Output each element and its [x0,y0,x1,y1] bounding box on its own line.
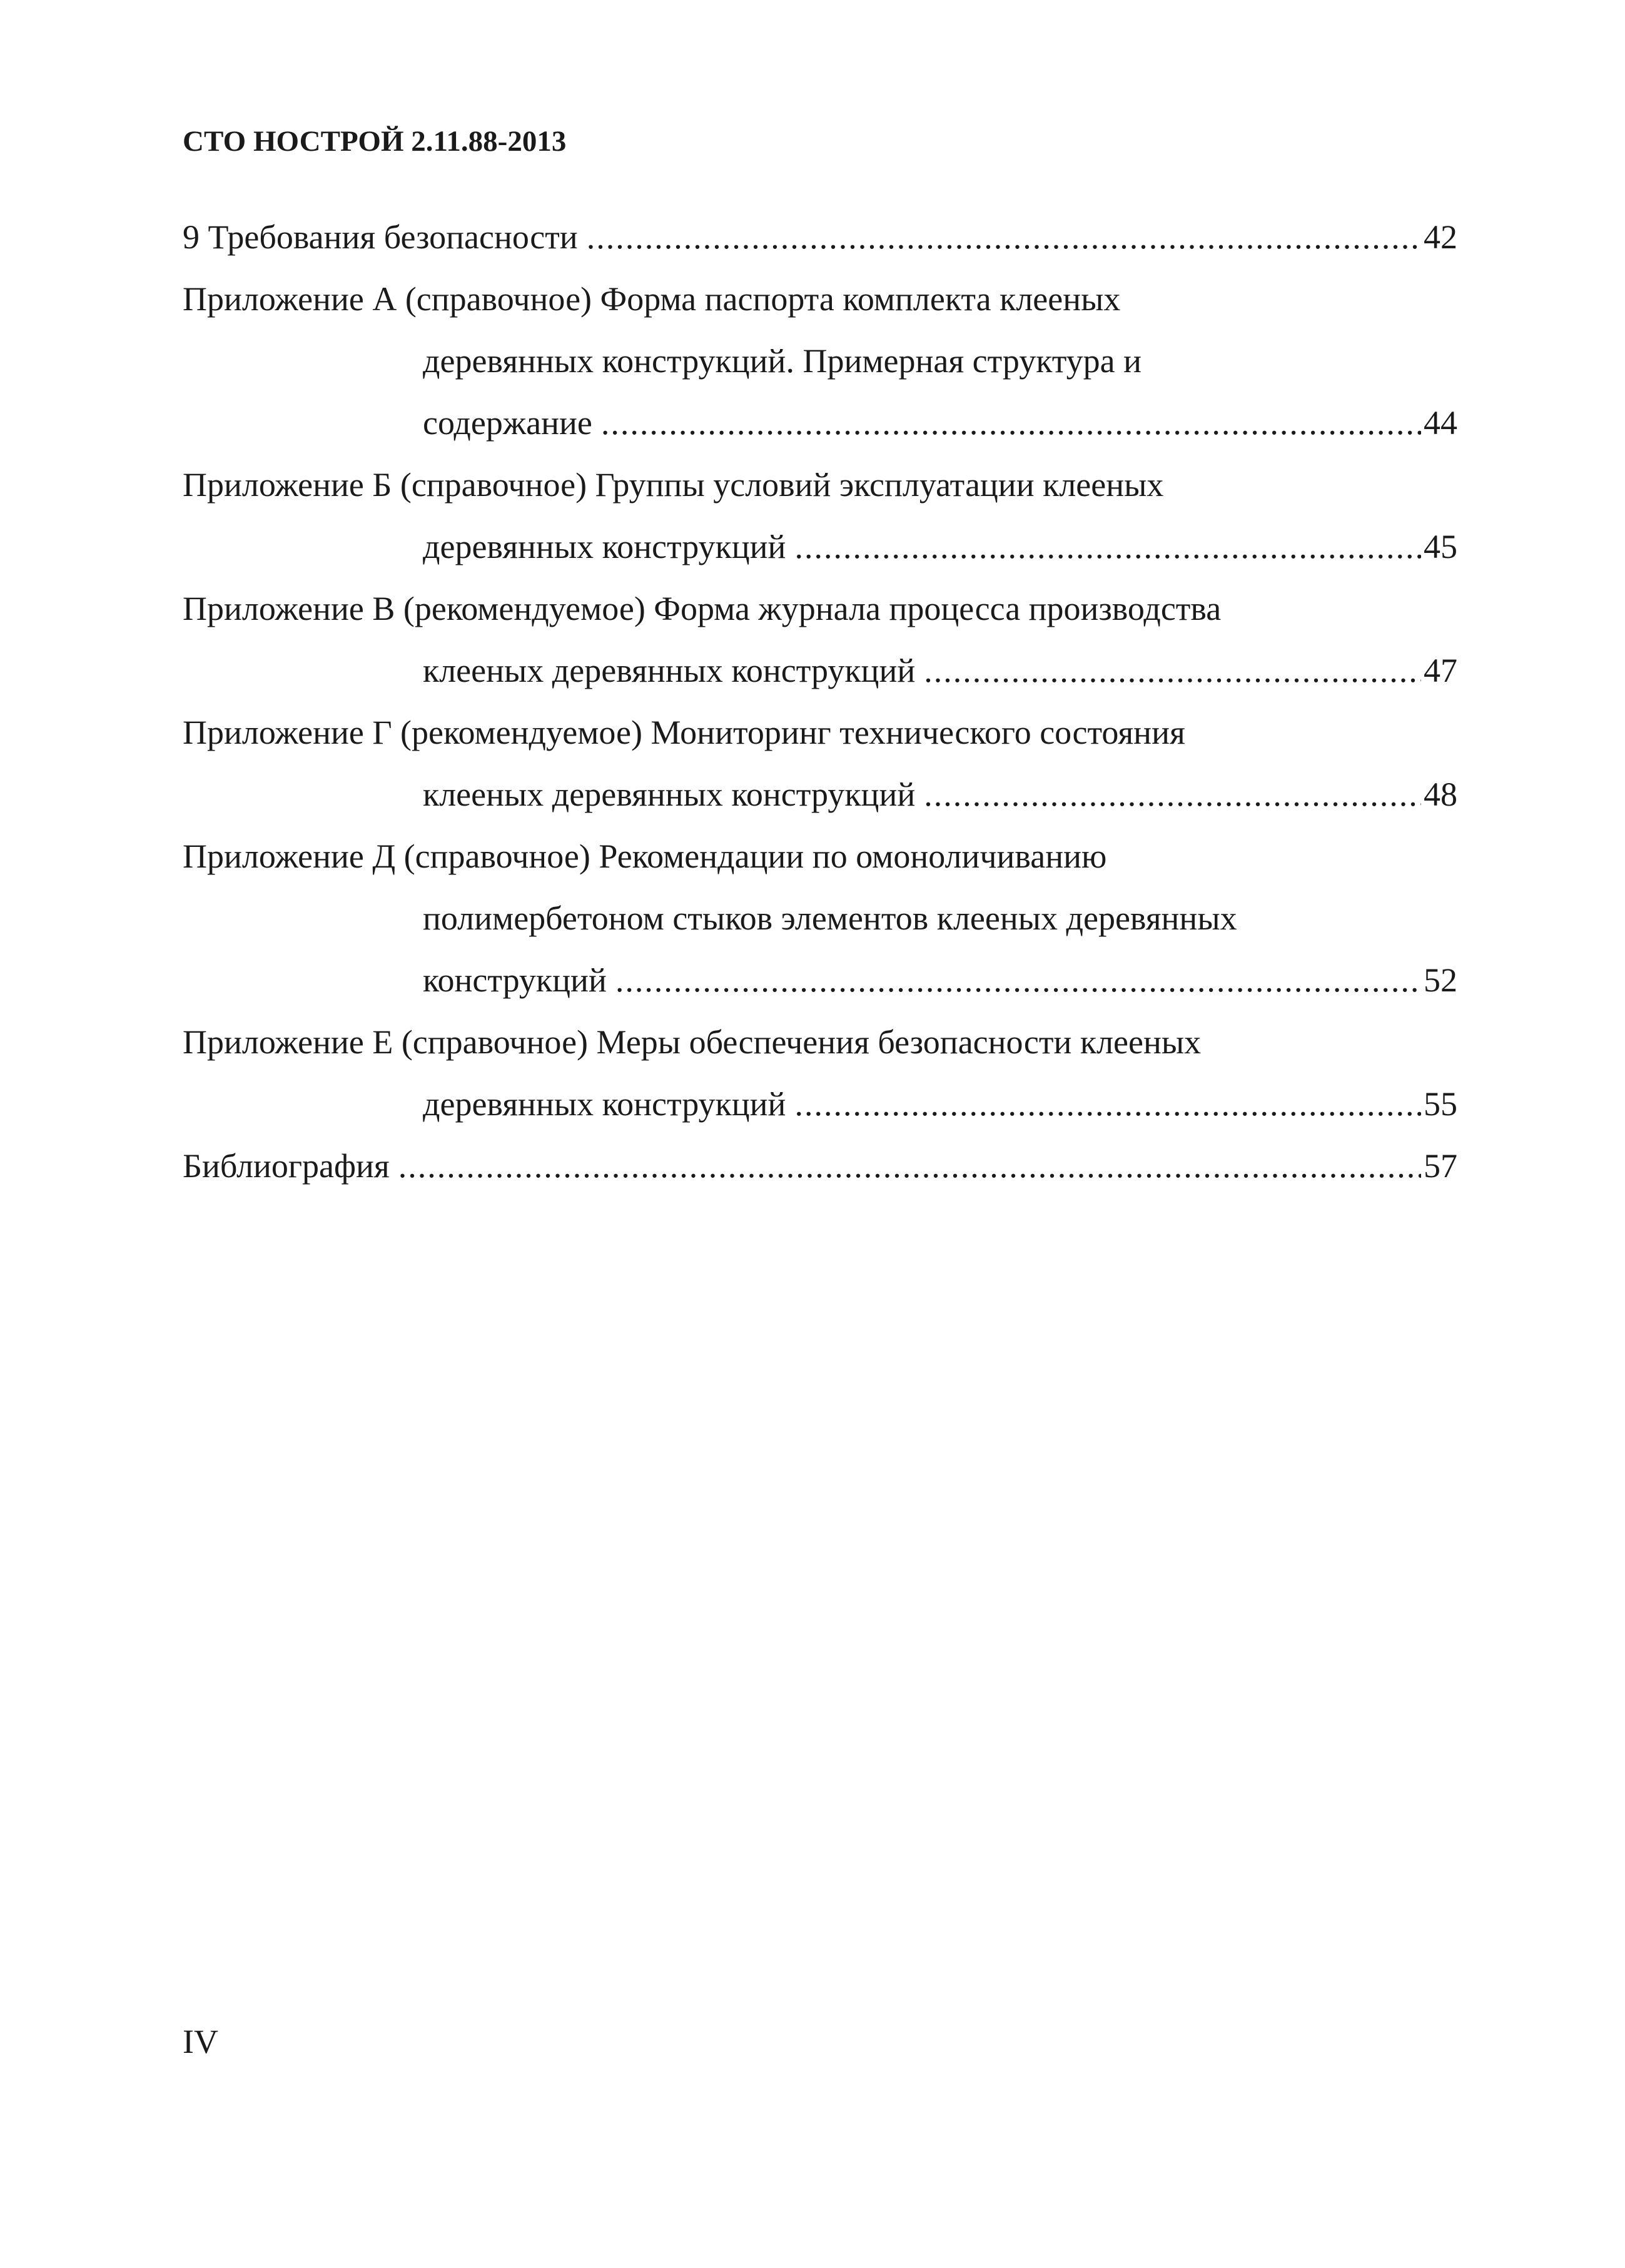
toc-page-number: 57 [1424,1147,1457,1185]
toc-entry-text: деревянных конструкций. Примерная структура и [423,342,1142,380]
toc-entry-appendix-d-line3[interactable] [183,949,1457,1011]
toc-entry-appendix-a-line3[interactable] [183,392,1457,454]
toc-entry-appendix-v-line1[interactable] [183,578,1457,640]
toc-entry-appendix-e-line1[interactable] [183,1011,1457,1073]
toc-page-number: 48 [1424,776,1457,813]
toc-entry-text: клееных деревянных конструкций [423,652,916,689]
toc-entry-text: деревянных конструкций [423,528,786,565]
toc-entry-text: Приложение А (справочное) Форма паспорта комплекта клееных [183,280,1121,318]
table-of-contents [183,206,1457,1197]
toc-entry-text: Приложение Е (справочное) Меры обеспечения безопасности клееных [183,1023,1202,1061]
toc-dot-leader [615,949,1421,1011]
toc-entry-text: содержание [423,404,592,442]
toc-entry-appendix-d-line1[interactable] [183,826,1457,888]
toc-dot-leader [601,392,1421,454]
toc-page-number: 55 [1424,1085,1457,1123]
toc-entry-text: Приложение Д (справочное) Рекомендации по омоноличиванию [183,838,1107,875]
toc-entry-text: полимербетоном стыков элементов клееных деревянных [423,899,1237,937]
toc-entry-appendix-a-line2[interactable] [183,330,1457,392]
toc-entry-appendix-b-line1[interactable] [183,454,1457,516]
toc-page-number: 44 [1424,404,1457,442]
toc-entry-text: Приложение Б (справочное) Группы условий эксплуатации клееных [183,466,1164,504]
toc-entry-appendix-b-line2[interactable] [183,516,1457,578]
toc-entry-text: деревянных конструкций [423,1085,786,1123]
toc-entry-safety-requirements[interactable] [183,206,1457,268]
toc-entry-appendix-d-line2[interactable] [183,888,1457,949]
toc-entry-appendix-v-line2[interactable] [183,640,1457,702]
toc-page-number: 47 [1424,652,1457,689]
toc-entry-appendix-e-line2[interactable] [183,1073,1457,1135]
toc-entry-text: конструкций [423,961,607,999]
toc-entry-appendix-a-line1[interactable] [183,268,1457,330]
toc-dot-leader [924,640,1421,702]
toc-dot-leader [794,1073,1421,1135]
toc-entry-appendix-g-line2[interactable] [183,764,1457,826]
toc-entry-text: клееных деревянных конструкций [423,776,916,813]
toc-dot-leader [587,206,1421,268]
toc-dot-leader [398,1135,1421,1197]
toc-entry-bibliography[interactable] [183,1135,1457,1197]
toc-page-number: 45 [1424,528,1457,565]
toc-entry-text: Библиография [183,1147,390,1185]
toc-entry-text: Приложение Г (рекомендуемое) Мониторинг технического состояния [183,714,1185,751]
toc-page-number: 42 [1424,218,1457,256]
toc-dot-leader [924,764,1421,826]
toc-entry-text: Приложение В (рекомендуемое) Форма журнала процесса производства [183,590,1222,627]
toc-dot-leader [794,516,1421,578]
document-code-header: СТО НОСТРОЙ 2.11.88-2013 [183,125,567,158]
toc-entry-text: 9 Требования безопасности [183,218,578,256]
page-number: IV [183,2023,218,2060]
toc-page-number: 52 [1424,961,1457,999]
toc-entry-appendix-g-line1[interactable] [183,702,1457,764]
